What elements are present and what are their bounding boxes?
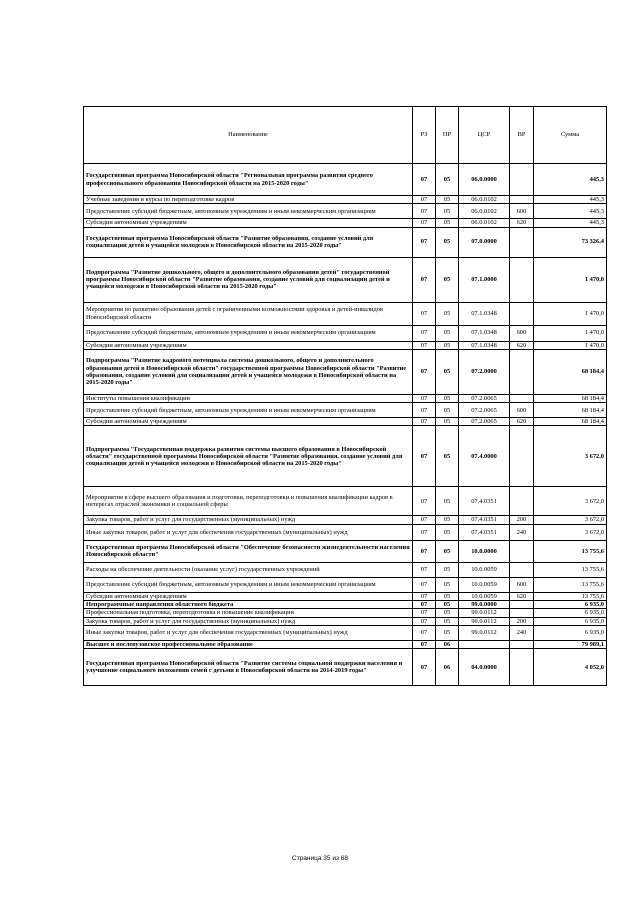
cell-sum: 445,3	[534, 196, 607, 204]
cell-pr: 05	[436, 617, 459, 625]
cell-csr: 99.0.0000	[459, 601, 510, 609]
cell-sum: 1 470,0	[534, 257, 607, 302]
cell-rz: 07	[413, 204, 436, 219]
cell-rz: 07	[413, 540, 436, 562]
cell-name: Субсидии автономным учреждениям	[84, 341, 413, 349]
cell-sum: 1 470,0	[534, 325, 607, 341]
cell-rz: 07	[413, 617, 436, 625]
cell-pr: 06	[436, 649, 459, 686]
cell-csr: 07.2.0065	[459, 394, 510, 402]
cell-name: Иные закупки товаров, работ и услуг для обеспечения государственных (муниципальных) нужд	[84, 524, 413, 540]
cell-sum: 79 989,1	[534, 640, 607, 648]
cell-name: Подпрограмма "Государственная поддержка развития системы высшего образования в Новосибирской области" государственной программы Новосибирской области "Развитие образования, создание условий для социализации детей и учащейся молодежи в Новосибирской области на 2015-2020 годы"	[84, 426, 413, 487]
cell-sum: 68 184,4	[534, 394, 607, 402]
cell-pr: 05	[436, 341, 459, 349]
cell-pr: 05	[436, 403, 459, 418]
table-row	[84, 325, 607, 341]
cell-name: Мероприятия по развитию образования детей с ограниченными возможностями здоровья и детей-инвалидов Новосибирской области	[84, 302, 413, 325]
cell-csr: 99.0.0112	[459, 609, 510, 617]
cell-pr: 05	[436, 164, 459, 196]
cell-rz: 07	[413, 394, 436, 402]
cell-csr	[459, 640, 510, 648]
cell-sum: 6 935,0	[534, 625, 607, 640]
table-row	[84, 649, 607, 686]
cell-vr: 200	[510, 617, 534, 625]
cell-vr: 200	[510, 516, 534, 524]
cell-name: Государственная программа Новосибирской области "Развитие образования, создание условий для социализации детей и учащейся молодежи в Новосибирской области на 2015-2020 годы"	[84, 227, 413, 257]
table-row	[84, 592, 607, 600]
cell-pr: 05	[436, 516, 459, 524]
cell-pr: 05	[436, 227, 459, 257]
cell-sum: 13 755,6	[534, 562, 607, 577]
header-csr: ЦСР	[459, 107, 510, 164]
cell-vr	[510, 601, 534, 609]
cell-vr: 620	[510, 418, 534, 426]
cell-rz: 07	[413, 516, 436, 524]
cell-sum: 445,3	[534, 204, 607, 219]
cell-sum: 6 935,0	[534, 601, 607, 609]
cell-rz: 07	[413, 349, 436, 394]
cell-vr: 620	[510, 592, 534, 600]
cell-name: Институты повышения квалификации	[84, 394, 413, 402]
table-row	[84, 394, 607, 402]
cell-rz: 07	[413, 227, 436, 257]
table-row	[84, 257, 607, 302]
cell-vr: 600	[510, 577, 534, 592]
cell-rz: 07	[413, 164, 436, 196]
cell-name: Субсидии автономным учреждениям	[84, 592, 413, 600]
table-row	[84, 601, 607, 609]
cell-vr	[510, 649, 534, 686]
cell-sum: 3 672,0	[534, 524, 607, 540]
cell-rz: 07	[413, 219, 436, 227]
cell-vr: 240	[510, 524, 534, 540]
cell-rz: 07	[413, 592, 436, 600]
cell-csr: 07.2.0065	[459, 403, 510, 418]
table-row	[84, 219, 607, 227]
header-pr: ПР	[436, 107, 459, 164]
cell-sum: 68 184,4	[534, 403, 607, 418]
cell-csr: 10.0.0059	[459, 592, 510, 600]
cell-csr: 06.0.0000	[459, 164, 510, 196]
cell-pr: 05	[436, 204, 459, 219]
cell-pr: 05	[436, 562, 459, 577]
cell-csr: 10.0.0059	[459, 577, 510, 592]
cell-name: Субсидии автономным учреждениям	[84, 219, 413, 227]
cell-vr: 620	[510, 341, 534, 349]
cell-name: Предоставление субсидий бюджетным, автономным учреждениям и иным некоммерческим организациям	[84, 325, 413, 341]
cell-sum: 1 470,0	[534, 302, 607, 325]
cell-name: Расходы на обеспечение деятельности (оказание услуг) государственных учреждений	[84, 562, 413, 577]
table-row	[84, 577, 607, 592]
cell-csr: 07.2.0065	[459, 418, 510, 426]
cell-vr: 600	[510, 204, 534, 219]
cell-csr: 07.2.0000	[459, 349, 510, 394]
cell-csr: 99.0.0112	[459, 617, 510, 625]
cell-rz: 07	[413, 325, 436, 341]
page-number: Страница 35 из 68	[292, 855, 348, 862]
cell-name: Непрограммные направления областного бюджета	[84, 601, 413, 609]
cell-rz: 07	[413, 609, 436, 617]
cell-name: Иные закупки товаров, работ и услуг для обеспечения государственных (муниципальных) нужд	[84, 625, 413, 640]
cell-csr: 07.1.0000	[459, 257, 510, 302]
cell-name: Высшее и послевузовское профессиональное образование	[84, 640, 413, 648]
cell-csr: 10.0.0059	[459, 562, 510, 577]
cell-pr: 05	[436, 625, 459, 640]
table-row	[84, 609, 607, 617]
cell-pr: 05	[436, 540, 459, 562]
cell-pr: 05	[436, 601, 459, 609]
cell-csr: 06.0.0102	[459, 196, 510, 204]
cell-csr: 07.1.0348	[459, 302, 510, 325]
table-row	[84, 540, 607, 562]
table-row	[84, 640, 607, 648]
cell-name: Закупка товаров, работ и услуг для государственных (муниципальных) нужд	[84, 516, 413, 524]
cell-sum: 13 755,6	[534, 592, 607, 600]
cell-name: Предоставление субсидий бюджетным, автономным учреждениям и иным некоммерческим организациям	[84, 403, 413, 418]
cell-pr: 05	[436, 219, 459, 227]
cell-pr: 05	[436, 418, 459, 426]
cell-pr: 05	[436, 577, 459, 592]
cell-vr	[510, 394, 534, 402]
cell-name: Предоставление субсидий бюджетным, автономным учреждениям и иным некоммерческим организациям	[84, 577, 413, 592]
cell-csr: 99.0.0112	[459, 625, 510, 640]
cell-sum: 6 935,0	[534, 617, 607, 625]
cell-csr: 07.4.0351	[459, 487, 510, 516]
cell-pr: 05	[436, 394, 459, 402]
table-row	[84, 204, 607, 219]
header-rz: РЗ	[413, 107, 436, 164]
cell-sum: 445,3	[534, 219, 607, 227]
cell-sum: 13 755,6	[534, 577, 607, 592]
cell-csr: 07.4.0351	[459, 516, 510, 524]
cell-pr: 05	[436, 609, 459, 617]
table-row	[84, 227, 607, 257]
cell-rz: 07	[413, 640, 436, 648]
cell-pr: 05	[436, 487, 459, 516]
cell-sum: 445,3	[534, 164, 607, 196]
cell-rz: 07	[413, 418, 436, 426]
cell-vr	[510, 164, 534, 196]
cell-pr: 05	[436, 196, 459, 204]
header-vr: ВР	[510, 107, 534, 164]
cell-rz: 07	[413, 196, 436, 204]
cell-vr	[510, 302, 534, 325]
cell-csr: 06.0.0102	[459, 204, 510, 219]
cell-rz: 07	[413, 562, 436, 577]
cell-name: Предоставление субсидий бюджетным, автономным учреждениям и иным некоммерческим организациям	[84, 204, 413, 219]
cell-rz: 07	[413, 487, 436, 516]
table-row	[84, 562, 607, 577]
table-row	[84, 164, 607, 196]
table-row	[84, 625, 607, 640]
cell-rz: 07	[413, 577, 436, 592]
cell-pr: 05	[436, 592, 459, 600]
cell-rz: 07	[413, 426, 436, 487]
cell-name: Закупка товаров, работ и услуг для государственных (муниципальных) нужд	[84, 617, 413, 625]
cell-pr: 05	[436, 426, 459, 487]
cell-name: Мероприятия в сфере высшего образования и подготовки, переподготовки и повышения квалификации кадров в интересах отраслей экономики и социальной сферы	[84, 487, 413, 516]
cell-csr: 07.1.0348	[459, 325, 510, 341]
cell-name: Подпрограмма "Развитие дошкольного, общего и дополнительного образования детей" государственной программы Новосибирской области "Развитие образования, создание условий для социализации детей и учащейся молодежи в Новосибирской области на 2015-2020 годы"	[84, 257, 413, 302]
cell-sum: 1 470,0	[534, 341, 607, 349]
cell-pr: 06	[436, 640, 459, 648]
table-row	[84, 426, 607, 487]
cell-csr: 07.1.0348	[459, 341, 510, 349]
cell-vr	[510, 349, 534, 394]
cell-rz: 07	[413, 524, 436, 540]
table-row	[84, 349, 607, 394]
cell-vr: 600	[510, 325, 534, 341]
cell-csr: 07.4.0351	[459, 524, 510, 540]
cell-vr	[510, 487, 534, 516]
cell-rz: 07	[413, 341, 436, 349]
cell-sum: 68 184,4	[534, 349, 607, 394]
cell-sum: 68 184,4	[534, 418, 607, 426]
cell-name: Учебные заведения и курсы по переподготовке кадров	[84, 196, 413, 204]
cell-vr	[510, 562, 534, 577]
table-row	[84, 341, 607, 349]
cell-rz: 07	[413, 257, 436, 302]
cell-name: Субсидии автономным учреждениям	[84, 418, 413, 426]
cell-csr: 10.0.0000	[459, 540, 510, 562]
cell-vr: 240	[510, 625, 534, 640]
cell-csr: 07.4.0000	[459, 426, 510, 487]
header-name: Наименование	[84, 107, 413, 164]
cell-sum: 73 326,4	[534, 227, 607, 257]
cell-vr: 600	[510, 403, 534, 418]
table-row	[84, 516, 607, 524]
cell-sum: 3 672,0	[534, 487, 607, 516]
table-row	[84, 617, 607, 625]
cell-name: Профессиональная подготовка, переподготовка и повышение квалификации	[84, 609, 413, 617]
cell-vr: 620	[510, 219, 534, 227]
cell-rz: 07	[413, 601, 436, 609]
table-row	[84, 196, 607, 204]
cell-sum: 3 672,0	[534, 426, 607, 487]
cell-pr: 05	[436, 524, 459, 540]
cell-pr: 05	[436, 349, 459, 394]
cell-name: Государственная программа Новосибирской области "Развитие системы социальной поддержки населения и улучшение социального положения семей с детьми в Новосибирской области на 2014-2019 годы"	[84, 649, 413, 686]
table-row	[84, 418, 607, 426]
budget-table	[83, 106, 607, 686]
cell-sum: 3 672,0	[534, 516, 607, 524]
cell-pr: 05	[436, 302, 459, 325]
cell-pr: 05	[436, 325, 459, 341]
cell-vr	[510, 609, 534, 617]
table-row	[84, 302, 607, 325]
cell-rz: 07	[413, 649, 436, 686]
cell-vr	[510, 426, 534, 487]
cell-rz: 07	[413, 302, 436, 325]
cell-sum: 13 755,6	[534, 540, 607, 562]
cell-name: Государственная программа Новосибирской области "Региональная программа развития среднего профессионального образования Новосибирской области на 2015-2020 годы"	[84, 164, 413, 196]
cell-name: Подпрограмма "Развитие кадрового потенциала системы дошкольного, общего и дополнительного образования детей в Новосибирской области" государственной программы Новосибирской области "Развитие образования, создание условий для социализации детей и учащейся молодежи в Новосибирской области на 2015-2020 годы"	[84, 349, 413, 394]
table-header-row	[84, 107, 607, 164]
table-row	[84, 403, 607, 418]
cell-vr	[510, 196, 534, 204]
table-row	[84, 524, 607, 540]
cell-sum: 6 935,0	[534, 609, 607, 617]
table-row	[84, 487, 607, 516]
cell-csr: 06.0.0102	[459, 219, 510, 227]
cell-vr	[510, 227, 534, 257]
cell-rz: 07	[413, 403, 436, 418]
cell-csr: 07.0.0000	[459, 227, 510, 257]
cell-csr: 04.0.0000	[459, 649, 510, 686]
cell-vr	[510, 257, 534, 302]
cell-sum: 4 052,0	[534, 649, 607, 686]
header-sum: Сумма	[534, 107, 607, 164]
cell-vr	[510, 540, 534, 562]
cell-vr	[510, 640, 534, 648]
cell-pr: 05	[436, 257, 459, 302]
budget-sheet	[83, 106, 606, 686]
cell-rz: 07	[413, 625, 436, 640]
cell-name: Государственная программа Новосибирской области "Обеспечение безопасности жизнедеятельности населения Новосибирской области"	[84, 540, 413, 562]
